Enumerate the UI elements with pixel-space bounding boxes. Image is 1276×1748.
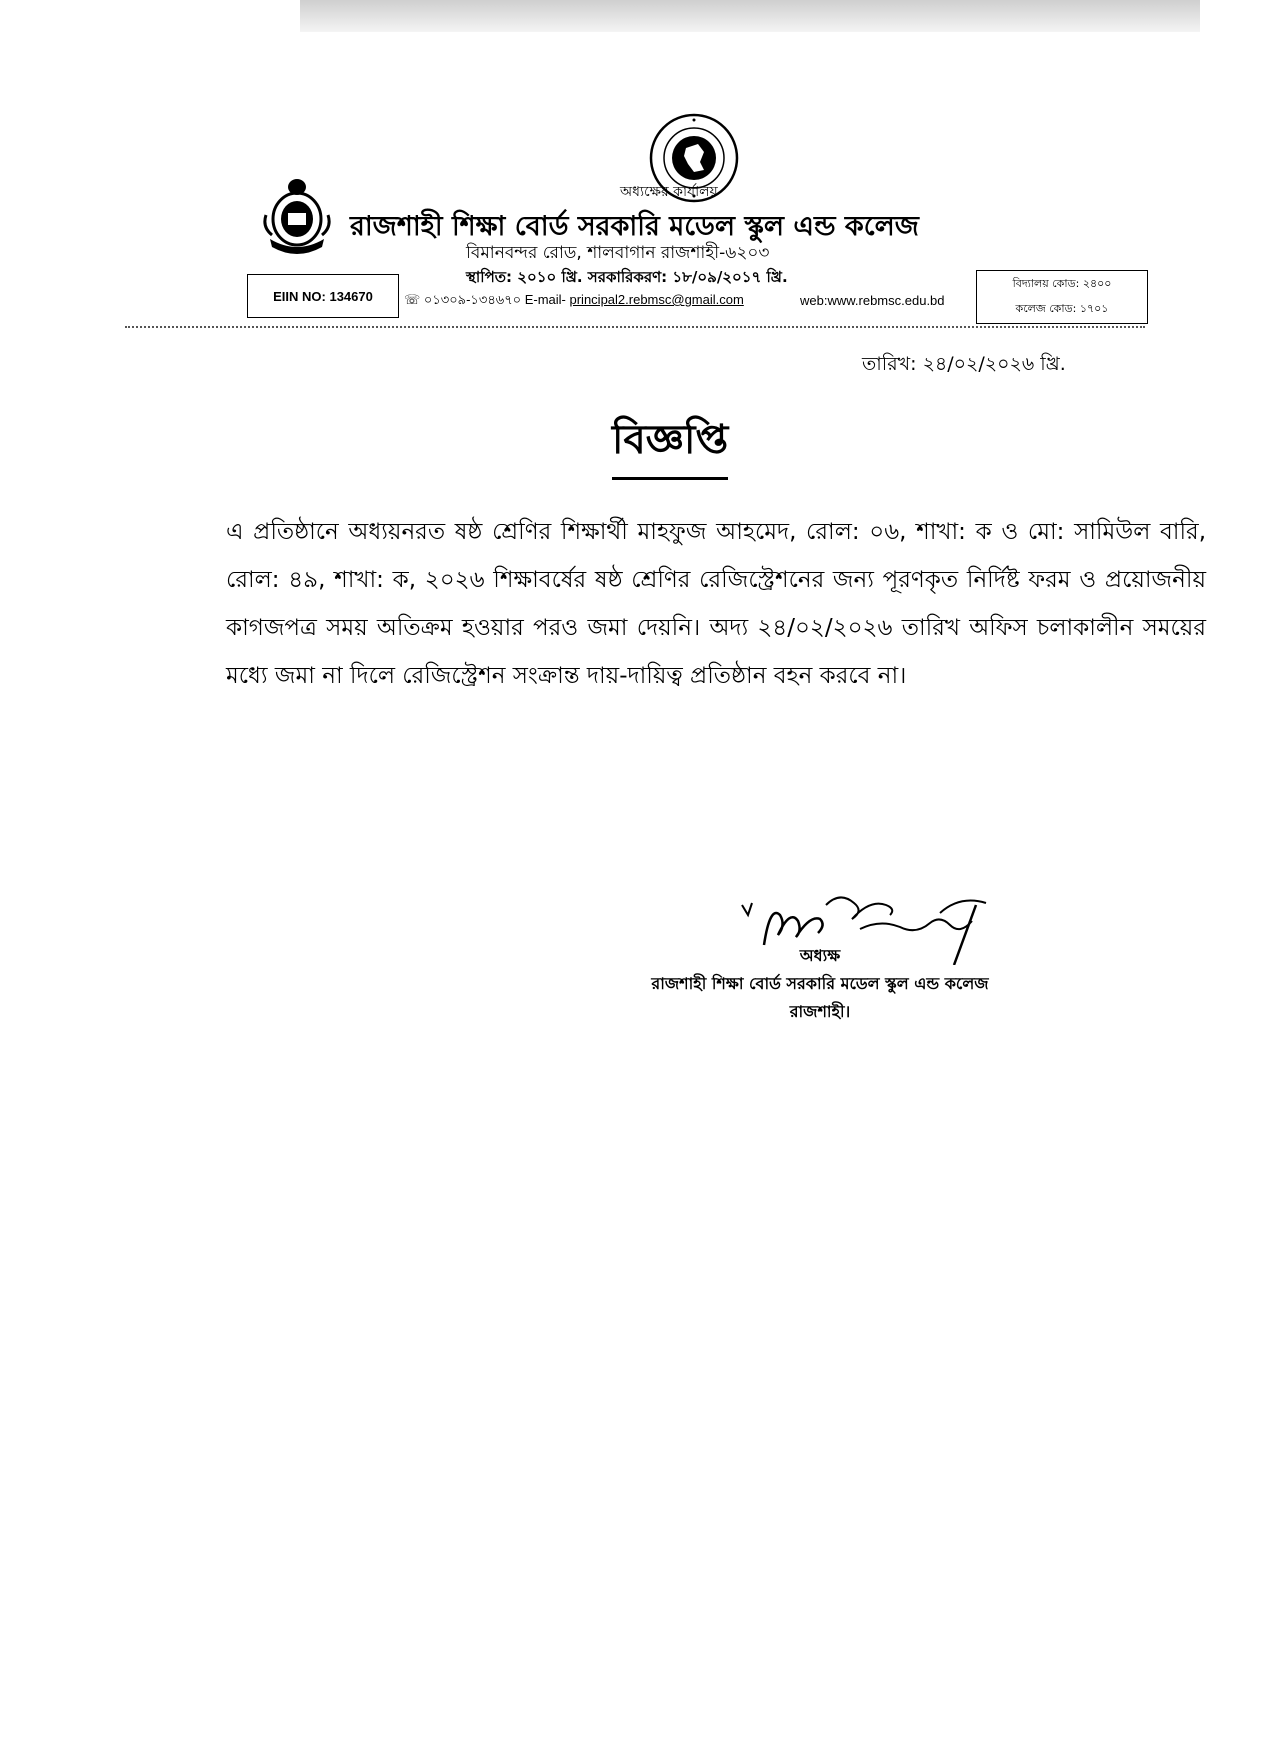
office-label: অধ্যক্ষের কার্যালয় — [620, 184, 718, 200]
institution-address: বিমানবন্দর রোড, শালবাগান রাজশাহী-৬২০৩ — [466, 243, 770, 263]
website-link[interactable]: web:www.rebmsc.edu.bd — [800, 293, 945, 308]
eiin-number: EIIN NO: 134670 — [273, 288, 373, 304]
signatory-city: রাজশাহী। — [789, 1002, 851, 1021]
contact-line — [404, 291, 744, 312]
institution-codes-box — [976, 270, 1148, 324]
scan-edge-shadow — [300, 0, 1200, 32]
established-info: স্থাপিত: ২০১০ খ্রি. সরকারিকরণ: ১৮/০৯/২০১৭ খ্রি. — [466, 268, 788, 286]
notice-title: বিজ্ঞপ্তি — [612, 408, 728, 480]
signatory-institution: রাজশাহী শিক্ষা বোর্ড সরকারি মডেল স্কুল এন্ড কলেজ — [651, 974, 989, 993]
signatory-designation: অধ্যক্ষ — [799, 946, 841, 965]
eiin-box — [247, 274, 399, 318]
college-code: কলেজ কোড: ১৭০১ — [1015, 302, 1109, 315]
notice-date: তারিখ: ২৪/০২/২০২৬ খ্রি. — [862, 353, 1066, 375]
institution-name: রাজশাহী শিক্ষা বোর্ড সরকারি মডেল স্কুল এন্ড কলেজ — [350, 211, 919, 242]
phone-text: ☏ ০১৩০৯-১৩৪৬৭০ E-mail- — [404, 292, 570, 307]
email-link[interactable]: principal2.rebmsc@gmail.com — [569, 292, 744, 307]
header-divider — [125, 326, 1145, 328]
notice-body: এ প্রতিষ্ঠানে অধ্যয়নরত ষষ্ঠ শ্রেণির শিক্ষার্থী মাহফুজ আহমেদ, রোল: ০৬, শাখা: ক ও মো: সামিউল বারি, রোল: ৪৯, শাখা: ক, ২০২৬ শিক্ষাবর্ষের ষষ্ঠ শ্রেণির রেজিস্ট্রেশনের জন্য পূরণকৃত নির্দিষ্ট ফরম ও প্রয়োজনীয় কাগজপত্র সময় অতিক্রম হওয়ার পরও জমা দেয়নি। অদ্য ২৪/০২/২০২৬ তারিখ অফিস চলাকালীন সময়ের মধ্যে জমা না দিলে রেজিস্ট্রেশন সংক্রান্ত দায়-দায়িত্ব প্রতিষ্ঠান বহন করবে না। — [226, 519, 1206, 689]
school-emblem-icon — [262, 175, 332, 255]
signature-block — [560, 942, 1080, 1026]
school-code: বিদ্যালয় কোড: ২৪০০ — [1012, 277, 1112, 290]
